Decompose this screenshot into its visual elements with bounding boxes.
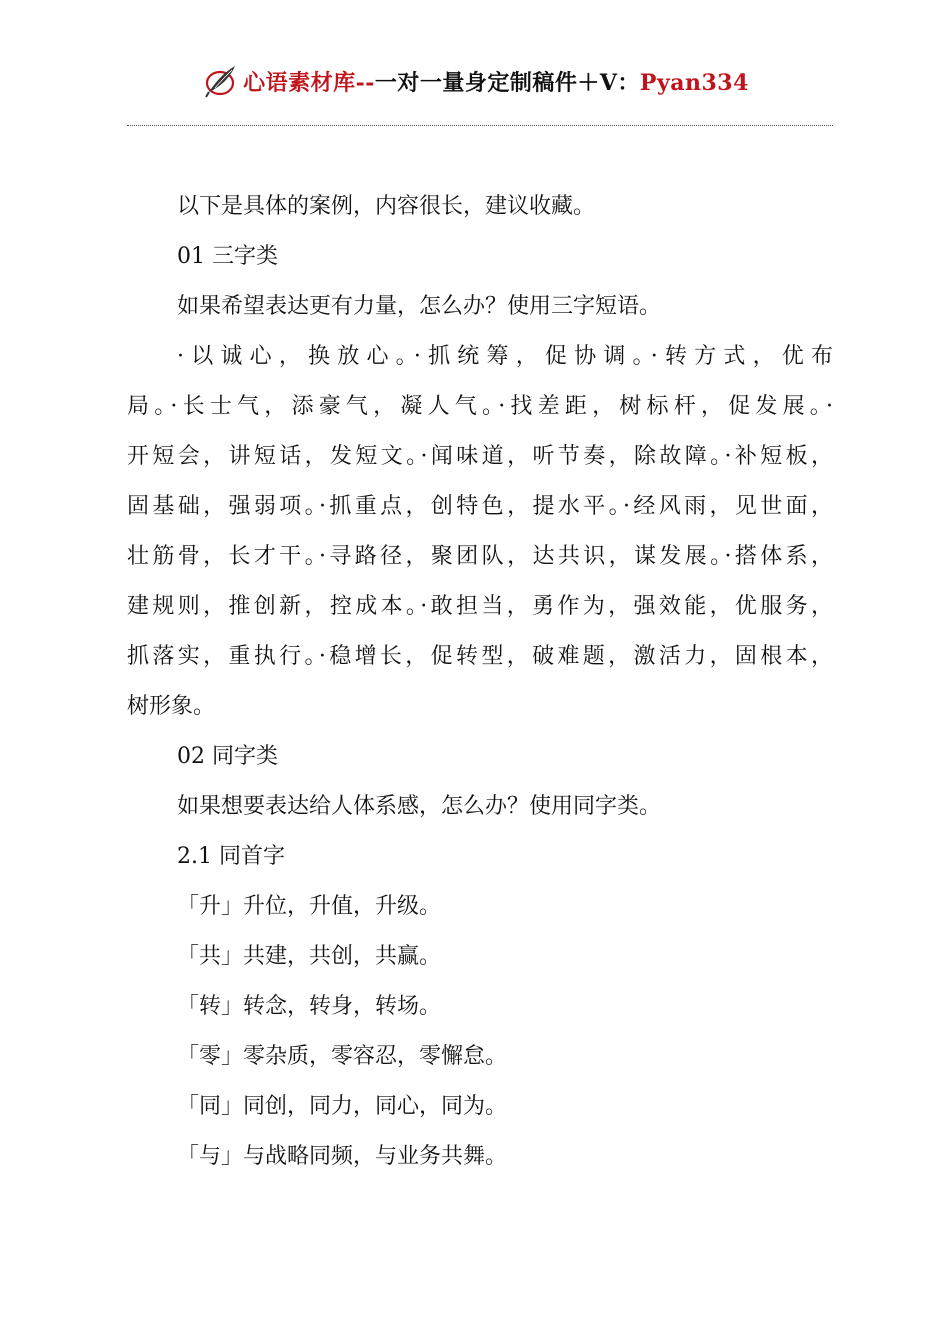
paragraph-line: 建规则，推创新，控成本。·敢担当，勇作为，强效能，优服务， xyxy=(127,594,833,619)
document-body xyxy=(127,182,833,1182)
section-heading: 02 同字类 xyxy=(177,744,278,769)
brand-name: 心语素材库 xyxy=(243,69,356,96)
intro-paragraph: 以下是具体的案例，内容很长，建议收藏。 xyxy=(177,194,596,219)
list-item: 「转」转念，转身，转场。 xyxy=(177,994,442,1019)
feather-pen-logo-icon xyxy=(201,61,241,101)
section-lead: 如果想要表达给人体系感，怎么办？使用同字类。 xyxy=(177,794,662,819)
list-item: 「升」升位，升值，升级。 xyxy=(177,894,442,919)
section-heading: 01 三字类 xyxy=(177,244,278,269)
paragraph-line: 树形象。 xyxy=(127,694,216,719)
paragraph-line: ·以诚心，换放心。·抓统筹，促协调。·转方式，优布 xyxy=(177,344,833,369)
paragraph-line: 局。·长士气，添豪气，凝人气。·找差距，树标杆，促发展。· xyxy=(127,394,833,419)
list-item: 「零」零杂质，零容忍，零懈怠。 xyxy=(177,1044,508,1069)
paragraph-line: 开短会，讲短话，发短文。·闻味道，听节奏，除故障。·补短板， xyxy=(127,444,833,469)
header-slogan: 一对一量身定制稿件＋V： xyxy=(374,69,640,96)
page-header xyxy=(0,58,950,104)
list-item: 「共」共建，共创，共赢。 xyxy=(177,944,442,969)
header-title xyxy=(243,66,749,97)
header-divider xyxy=(127,125,833,126)
paragraph-line: 壮筋骨，长才干。·寻路径，聚团队，达共识，谋发展。·搭体系， xyxy=(127,544,833,569)
list-item: 「同」同创，同力，同心，同为。 xyxy=(177,1094,508,1119)
header-separator: -- xyxy=(355,69,375,96)
subsection-heading: 2.1 同首字 xyxy=(177,844,285,869)
header-contact: Pyan334 xyxy=(639,69,749,96)
paragraph-line: 抓落实，重执行。·稳增长，促转型，破难题，激活力，固根本， xyxy=(127,644,833,669)
paragraph-line: 固基础，强弱项。·抓重点，创特色，提水平。·经风雨，见世面， xyxy=(127,494,833,519)
section-lead: 如果希望表达更有力量，怎么办？使用三字短语。 xyxy=(177,294,662,319)
list-item: 「与」与战略同频，与业务共舞。 xyxy=(177,1144,508,1169)
